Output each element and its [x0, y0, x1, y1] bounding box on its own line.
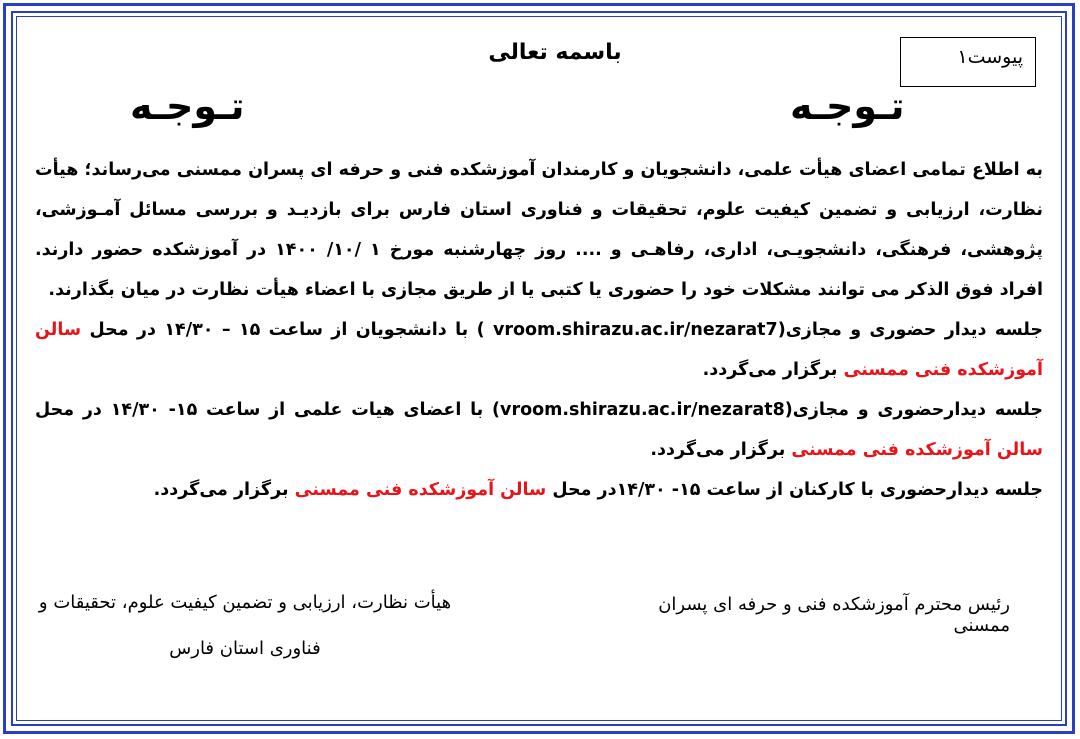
meeting-students [35, 310, 1043, 390]
meeting-staff-prefix: جلسه دیدارحضوری با کارکنان از ساعت ۱۵- ۱۴/۳۰در محل [546, 480, 1043, 500]
heading: باسمه تعالی [488, 40, 622, 65]
attention-title-left: تـوجـه [130, 84, 245, 128]
meeting-staff-venue: سالن آموزشکده فنی ممسنی [294, 480, 547, 500]
meeting-students-venue: سالن آموزشکده فنی ممسنی [35, 320, 1043, 380]
meeting-faculty-venue: سالن آموزشکده فنی ممسنی [791, 440, 1043, 460]
meeting-faculty-time: ) با اعضای هیات علمی از ساعت ۱۵- ۱۴/۳۰ در محل [35, 400, 501, 420]
meeting-staff-suffix: برگزار می‌گردد. [153, 480, 295, 500]
meeting-students-time: ) با دانشجویان از ساعت ۱۵ – ۱۴/۳۰ در محل [81, 320, 493, 340]
meeting-students-prefix: جلسه دیدار حضوری و مجازی( [777, 320, 1044, 340]
signature-supervision-board [30, 580, 460, 672]
meeting-students-url: vroom.shirazu.ac.ir/nezarat7 [492, 320, 778, 340]
meeting-staff [35, 470, 1043, 510]
meeting-faculty-suffix: برگزار می‌گردد. [650, 440, 792, 460]
meeting-faculty-url: vroom.shirazu.ac.ir/nezarat8 [500, 400, 785, 420]
meeting-faculty [35, 390, 1043, 470]
meeting-students-suffix: برگزار می‌گردد. [702, 360, 844, 380]
attention-title-right: تـوجـه [790, 84, 905, 128]
signature-supervision-line2: فناوری استان فارس [169, 638, 321, 659]
signature-supervision-line1: هیأت نظارت، ارزیابی و تضمین کیفیت علوم، تحقیقات و [38, 592, 452, 613]
notice-body [35, 150, 1043, 510]
meeting-faculty-prefix: جلسه دیدارحضوری و مجازی( [784, 400, 1044, 420]
announcement-paragraph: به اطلاع تمامی اعضای هیأت علمی، دانشجویان و کارمندان آموزشکده فنی و حرفه ای پسران ممسنی می‌رساند؛ هیأت نظارت، ارزیابی و تضمین کیفیت علوم، تحقیقات و فناوری استان فارس برای بازدیـد و بررسی مسائل آمـوزشی، پژوهشی، فرهنگی، دانشجویـی، اداری، رفاهـی و .... روز چهارشنبه مورخ ۱ /۱۰/ ۱۴۰۰ در آموزشکده حضور دارند. افراد فوق الذکر می توانند مشکلات خود را حضوری یا کتبی یا از طریق مجازی با اعضاء هیأت نظارت در میان بگذارند. [35, 160, 1044, 300]
signature-director: رئیس محترم آموزشکده فنی و حرفه ای پسران ممسنی [658, 594, 1010, 636]
annex-label: پیوست۱ [957, 46, 1023, 68]
